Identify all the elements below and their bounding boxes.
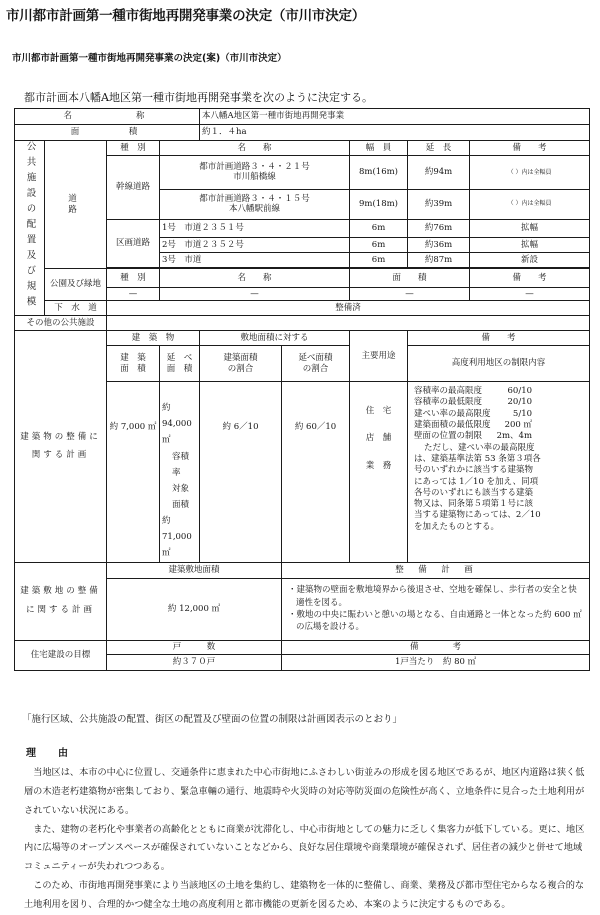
document-title: 市川都市計画第一種市街地再開発事業の決定（市川市決定） xyxy=(6,8,366,24)
road-row-3-width: 6m xyxy=(350,219,408,238)
district-road-label: 区画道路 xyxy=(107,219,160,268)
footprint-value: 約 7,000 ㎡ xyxy=(107,382,160,562)
site-plan-item: ・建築物の壁面を敷地境界から後退させ、空地を確保し、歩行者の安全と快適性を図る。 xyxy=(288,585,577,608)
road-row-1-remarks: （ ）内は全幅員 xyxy=(470,156,590,190)
area-value: 約１．４ha xyxy=(200,125,590,141)
sewer-value: 整備済 xyxy=(107,301,590,316)
reason-paragraph: また、建物の老朽化や事業者の高齢化とともに商業が沈滞化し、中心市街地としての魅力に乏しく集客力が低下している。更に、地区内に広場等のオープンスペースが確保されていないことなどから、良好な居住環境や商業環境が確保されず、居住者の減少と併せて地域コミュニティーが失われつつある。 xyxy=(24,823,585,873)
site-area-value: 約 12,000 ㎡ xyxy=(107,578,282,640)
park-area-header: 面 積 xyxy=(350,269,470,288)
park-remarks-value: — xyxy=(470,288,590,301)
site-plan-list xyxy=(282,578,590,640)
road-row-2-remarks: （ ）内は全幅員 xyxy=(470,189,590,219)
park-name-value: — xyxy=(160,288,350,301)
park-remarks-header: 備 考 xyxy=(470,269,590,288)
limits-note-line: 当する建築物にあっては、2／10 xyxy=(414,510,541,521)
housing-remarks-value: 1戸当たり 約 80 ㎡ xyxy=(282,654,590,670)
site-plan-item: ・敷地の中央に賑わいと憩いの場となる、自由通路と一体となった約 600 ㎡の広場を設ける。 xyxy=(288,610,582,633)
site-plan-label: 建築敷地の整備に関する計画 xyxy=(15,562,107,640)
road-type-header: 種 別 xyxy=(107,141,160,156)
far-header: 延べ面積 の割合 xyxy=(282,346,350,382)
limits-note-line: 各号のいずれにも該当する建築 xyxy=(414,487,534,498)
other-facilities-label: その他の公共施設 xyxy=(15,316,107,331)
road-row-2-name: 都市計画道路３・４・１５号 本八幡駅前線 xyxy=(160,189,350,219)
site-area-header: 建築敷地面積 xyxy=(107,562,282,578)
plan-table xyxy=(14,108,590,671)
park-name-header: 名 称 xyxy=(160,269,350,288)
road-row-1-name: 都市計画道路３・４・２１号 市川船橋線 xyxy=(160,156,350,190)
main-use-header: 主要用途 xyxy=(350,331,408,382)
limits-note-line: にあっては 1／10 を加え、同項 xyxy=(414,476,539,487)
facilities-section-label: 公共施設の配置及び規模 xyxy=(15,141,45,316)
limit-row: 容積率の最高限度 60/10 xyxy=(414,386,533,397)
high-use-header: 高度利用地区の制限内容 xyxy=(408,346,590,382)
reason-paragraph: このため、市街地再開発事業により当該地区の土地を集約し、建築物を一体的に整備し、商業、業務及び都市型住宅からなる複合的な土地利用を図り、合理的かつ健全な土地の高度利用と都市機能の更新を図るため、本案のように決定するものである。 xyxy=(24,880,585,911)
park-area-value: — xyxy=(350,288,470,301)
reason-body xyxy=(24,764,589,915)
intro-sentence: 都市計画本八幡A地区第一種市街地再開発事業を次のように決定する。 xyxy=(24,91,373,104)
road-row-2-width: 9m(18m) xyxy=(350,189,408,219)
road-row-5-name: 3号 市道 xyxy=(160,253,350,268)
road-row-4-width: 6m xyxy=(350,238,408,253)
building-remarks-header: 備 考 xyxy=(408,331,590,346)
road-row-3-remarks: 拡幅 xyxy=(470,219,590,238)
limits-note-line: ただし、建ぺい率の最高限度 xyxy=(424,442,535,453)
limits-note-line: は、建築基準法第 53 条第３項各 xyxy=(414,453,541,464)
trunk-road-label: 幹線道路 xyxy=(107,156,160,220)
road-row-4-remarks: 拡幅 xyxy=(470,238,590,253)
footnote: 「施行区域、公共施設の配置、街区の配置及び壁面の位置の制限は計画図表示のとおり」 xyxy=(22,714,403,725)
footprint-header: 建 築 面 積 xyxy=(107,346,160,382)
document-subtitle: 市川都市計画第一種市街地再開発事業の決定(案)（市川市決定） xyxy=(12,53,287,64)
road-row-5-length: 約87m xyxy=(408,253,470,268)
road-row-5-remarks: 新設 xyxy=(470,253,590,268)
building-header: 建 築 物 xyxy=(107,331,200,346)
name-value: 本八幡A地区第一種市街地再開発事業 xyxy=(200,109,590,125)
road-length-header: 延 長 xyxy=(408,141,470,156)
site-plan-header: 整 備 計 画 xyxy=(282,562,590,578)
other-facilities-value xyxy=(107,316,590,331)
name-label: 名 称 xyxy=(15,109,200,125)
road-name-header: 名 称 xyxy=(160,141,350,156)
road-width-header: 幅 員 xyxy=(350,141,408,156)
limits-note-line: 物又は、同条第５項第１号に該 xyxy=(414,499,534,510)
road-remarks-header: 備 考 xyxy=(470,141,590,156)
building-plan-label: 建築物の整備に関する計画 xyxy=(15,331,107,562)
limit-row: 壁面の位置の制限 2m、4m xyxy=(414,431,533,442)
road-label: 道 路 xyxy=(45,141,107,269)
floor-area-header: 延 べ 面 積 xyxy=(160,346,200,382)
reason-paragraph: 当地区は、本市の中心に位置し、交通条件に恵まれた中心市街地にふさわしい街並みの形成を図る地区であるが、地区内道路は狭く低層の木造老朽建築物が密集しており、緊急車輛の通行、地震時や火災時の対応等防災面の危険性が高く、立地条件に見合った土地利用がされていない状況にある。 xyxy=(24,767,585,816)
housing-label: 住宅建設の目標 xyxy=(15,640,107,670)
far-value: 約 60／10 xyxy=(282,382,350,562)
park-type-header: 種 別 xyxy=(107,269,160,288)
limit-row: 建ぺい率の最高限度 5/10 xyxy=(414,408,533,419)
road-row-2-length: 約39m xyxy=(408,189,470,219)
road-row-5-width: 6m xyxy=(350,253,408,268)
sewer-label: 下 水 道 xyxy=(45,301,107,316)
park-type-value: — xyxy=(107,288,160,301)
limit-row: 容積率の最低限度 20/10 xyxy=(414,397,533,408)
road-row-1-length: 約94m xyxy=(408,156,470,190)
housing-remarks-header: 備 考 xyxy=(282,640,590,654)
height-limits xyxy=(408,382,590,562)
road-row-4-length: 約36m xyxy=(408,238,470,253)
road-row-4-name: 2号 市道２３５２号 xyxy=(160,238,350,253)
reason-title: 理 由 xyxy=(26,748,74,759)
coverage-value: 約 6／10 xyxy=(200,382,282,562)
road-row-1-width: 8m(16m) xyxy=(350,156,408,190)
housing-units-value: 約３７０戸 xyxy=(107,654,282,670)
limits-note-line: を加えたものとする。 xyxy=(414,521,500,532)
site-ratio-header: 敷地面積に対する xyxy=(200,331,350,346)
limits-note-line: 号のいずれかに該当する建築物 xyxy=(414,465,534,476)
limit-row: 建築面積の最低限度 200 ㎡ xyxy=(414,420,533,431)
road-row-3-name: 1号 市道２３５１号 xyxy=(160,219,350,238)
main-use-value: 住 宅 店 舗 業 務 xyxy=(350,382,408,562)
housing-units-header: 戸 数 xyxy=(107,640,282,654)
coverage-header: 建築面積 の割合 xyxy=(200,346,282,382)
area-label: 面 積 xyxy=(15,125,200,141)
park-label: 公園及び緑地 xyxy=(45,269,107,301)
road-row-3-length: 約76m xyxy=(408,219,470,238)
floor-area-value: 約 94,000 ㎡ 容積率 対象面積 約 71,000 ㎡ xyxy=(160,382,200,562)
